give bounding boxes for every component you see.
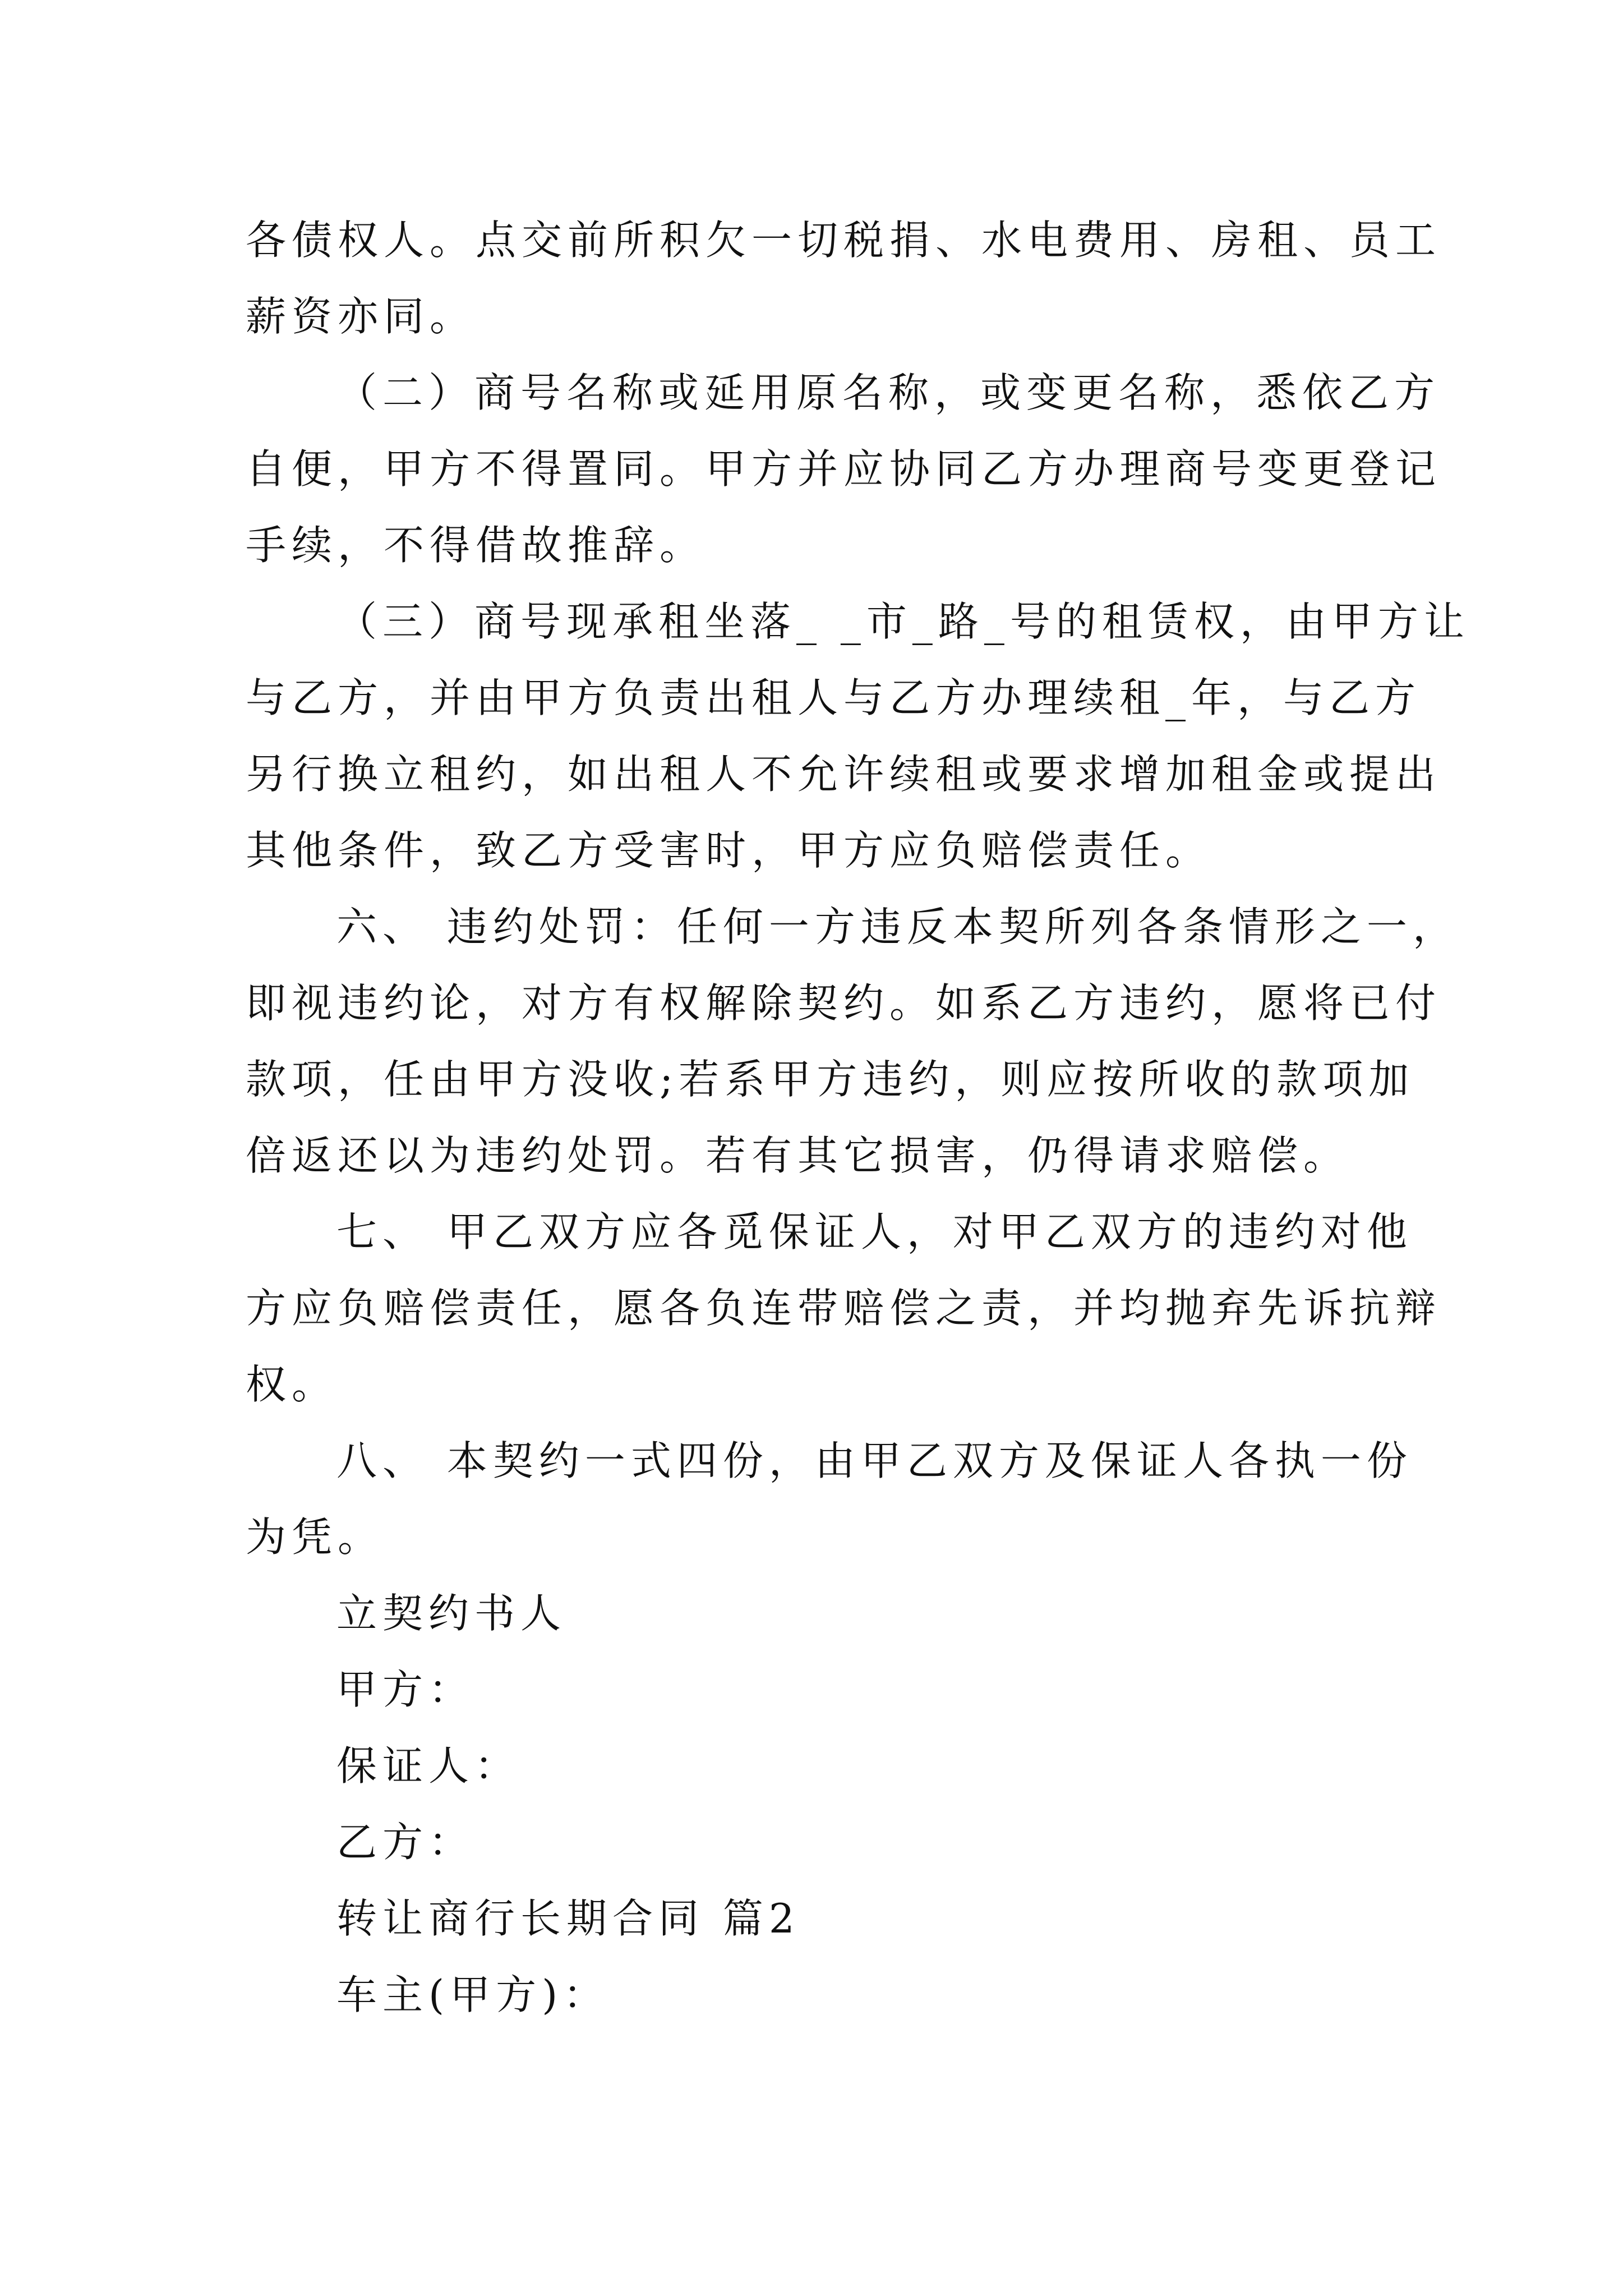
clause-2-heading: （二）商号名称或延用原名称，或变更名称，悉依乙方 <box>336 369 1441 416</box>
text-line: 即视违约论，对方有权解除契约。如系乙方违约，愿将已付 <box>246 979 1442 1027</box>
text-line: 与乙方，并由甲方负责出租人与乙方办理续租_年，与乙方 <box>246 674 1422 721</box>
text-line: 权。 <box>246 1361 338 1408</box>
clause-3-heading: （三）商号现承租坐落_ _市_路_号的租赁权，由甲方让 <box>336 598 1470 645</box>
text-line: 手续，不得借故推辞。 <box>246 522 706 569</box>
text-line: 倍返还以为违约处罚。若有其它损害，仍得请求赔偿。 <box>246 1132 1350 1179</box>
party-a-label: 甲方： <box>336 1666 475 1713</box>
text-line: 款项，任由甲方没收;若系甲方违约，则应按所收的款项加 <box>246 1056 1415 1103</box>
section-6-heading: 六、 违约处罚：任何一方违反本契所列各条情形之一， <box>336 903 1459 950</box>
text-line: 另行换立租约，如出租人不允许续租或要求增加租金或提出 <box>246 751 1442 798</box>
section-8-heading: 八、 本契约一式四份，由甲乙双方及保证人各执一份 <box>336 1437 1413 1484</box>
text-line: 薪资亦同。 <box>246 293 476 340</box>
vehicle-owner-label: 车主(甲方)： <box>336 1971 610 2018</box>
section-7-heading: 七、 甲乙双方应各觅保证人，对甲乙双方的违约对他 <box>336 1208 1413 1255</box>
text-line: 其他条件，致乙方受害时，甲方应负赔偿责任。 <box>246 827 1212 874</box>
text-line: 为凭。 <box>246 1513 384 1561</box>
party-b-label: 乙方： <box>336 1819 475 1866</box>
text-line: 自便，甲方不得置同。甲方并应协同乙方办理商号变更登记 <box>246 445 1442 493</box>
signatory-label: 立契约书人 <box>336 1590 567 1637</box>
document-body <box>246 202 1470 2033</box>
contract-title: 转让商行长期合同 篇2 <box>336 1895 800 1942</box>
guarantor-label: 保证人： <box>336 1742 521 1789</box>
text-line: 各债权人。点交前所积欠一切税捐、水电费用、房租、员工 <box>246 217 1442 264</box>
text-line: 方应负赔偿责任，愿各负连带赔偿之责，并均抛弃先诉抗辩 <box>246 1285 1442 1332</box>
